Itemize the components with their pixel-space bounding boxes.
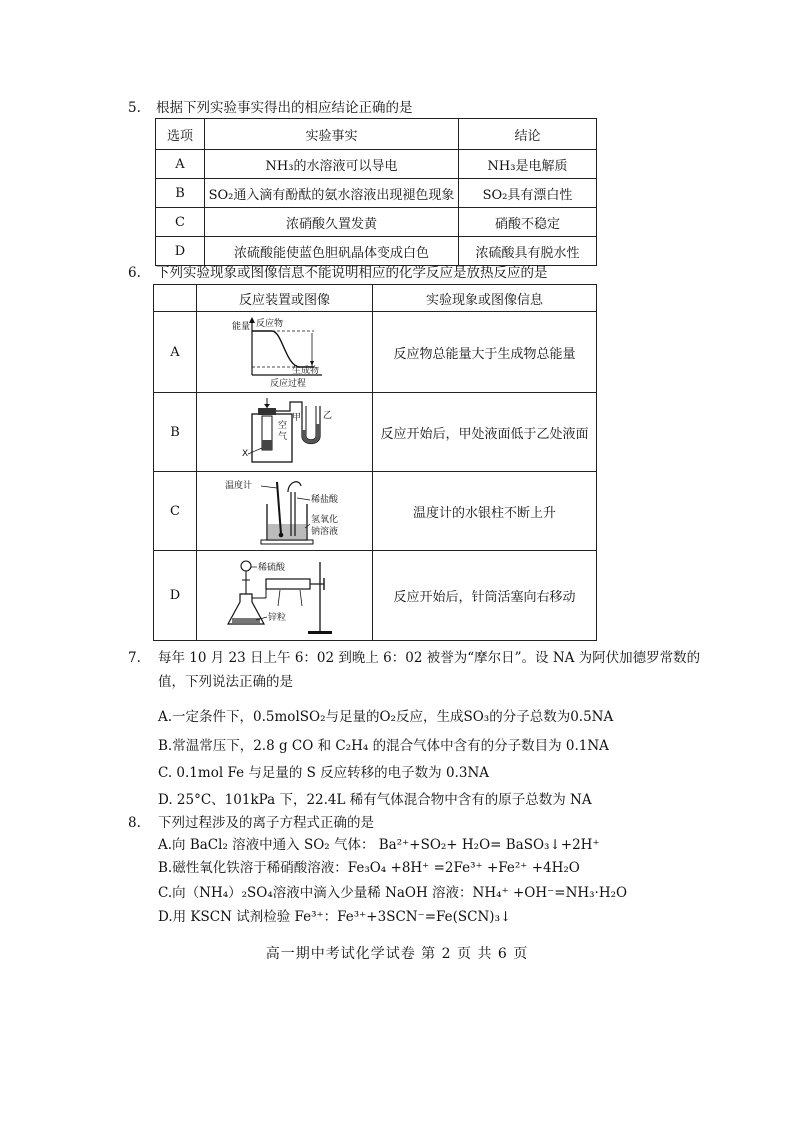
qi-label: 气: [277, 432, 287, 442]
q6-row-figure: [197, 472, 373, 551]
q6-row-figure: [197, 551, 373, 641]
q5-row-label: A: [156, 150, 205, 179]
table-row: [154, 312, 597, 393]
table-row: [156, 237, 597, 266]
q6-row-info: 反应开始后，针筒活塞向右移动: [373, 551, 597, 641]
q5-table: [155, 118, 597, 266]
yi-label: 乙: [322, 411, 332, 421]
q5-row-fact: SO₂通入滴有酚酞的氨水溶液出现褪色现象: [205, 179, 459, 208]
hcl-label: 稀盐酸: [310, 495, 338, 505]
q6-header-row: [154, 285, 597, 312]
q8-stem: 下列过程涉及的离子方程式正确的是: [158, 815, 374, 831]
q6-header-blank: [154, 285, 197, 312]
q5-header-option: 选项: [156, 119, 205, 150]
q6-row-info: 温度计的水银柱不断上升: [373, 472, 597, 551]
zinc-label: 锌粒: [267, 612, 286, 623]
table-row: [154, 393, 597, 472]
page-footer: 高一期中考试化学试卷 第 2 页 共 6 页: [265, 946, 529, 962]
beaker-thermometer: [225, 474, 345, 548]
q8-option-b: B.磁性氧化铁溶于稀硝酸溶液：Fe₃O₄ +8H⁺ =2Fe³⁺ +Fe²⁺ +4H₂O: [158, 860, 580, 876]
q7-option-a: A.一定条件下，0.5molSO₂与足量的O₂反应，生成SO₃的分子总数为0.5NA: [158, 709, 614, 725]
q6-row-figure: [197, 312, 373, 393]
q7-stem-line2: 值，下列说法正确的是: [158, 674, 293, 690]
q6-stem: 下列实验现象或图像信息不能说明相应的化学反应是放热反应的是: [156, 265, 548, 281]
q6-header-figure: 反应装置或图像: [197, 285, 373, 312]
q7-number: 7.: [128, 650, 141, 666]
q5-row-conclusion: SO₂具有漂白性: [459, 179, 597, 208]
naoh-label-1: 氢氧化: [310, 515, 338, 525]
thermometer-label: 温度计: [224, 481, 252, 491]
q6-table: [153, 284, 597, 641]
q7-option-b: B.常温常压下，2.8 g CO 和 C₂H₄ 的混合气体中含有的分子数目为 0.1NA: [158, 738, 609, 754]
x-label: X: [241, 449, 248, 459]
q5-header-conclusion: 结论: [459, 119, 597, 150]
acid-label: 稀硫酸: [257, 562, 285, 573]
table-row: [154, 551, 597, 641]
q7-stem-line1: 每年 10 月 23 日上午 6：02 到晚上 6：02 被誉为“摩尔日”。设 NA 为阿伏加德罗常数的: [158, 650, 701, 666]
q8-option-d: D.用 KSCN 试剂检验 Fe³⁺：Fe³⁺+3SCN⁻=Fe(SCN)₃↓: [158, 909, 512, 925]
q5-row-conclusion: 硝酸不稳定: [459, 208, 597, 237]
q5-row-label: C: [156, 208, 205, 237]
flask-syringe-apparatus: [220, 554, 350, 638]
q7-option-c: C. 0.1mol Fe 与足量的 S 反应转移的电子数为 0.3NA: [158, 765, 490, 781]
q6-row-label: C: [154, 472, 197, 551]
q5-stem: 根据下列实验事实得出的相应结论正确的是: [156, 100, 413, 116]
table-row: [156, 208, 597, 237]
q5-row-conclusion: 浓硫酸具有脱水性: [459, 237, 597, 266]
product-label: 生成物: [291, 366, 319, 376]
q5-number: 5.: [128, 100, 141, 116]
q6-row-label: B: [154, 393, 197, 472]
q5-row-label: D: [156, 237, 205, 266]
process-label: 反应过程: [269, 379, 306, 389]
q6-header-info: 实验现象或图像信息: [373, 285, 597, 312]
q6-number: 6.: [128, 265, 141, 281]
q5-row-label: B: [156, 179, 205, 208]
energy-diagram: [230, 315, 340, 389]
naoh-label-2: 钠溶液: [310, 527, 338, 537]
q5-row-conclusion: NH₃是电解质: [459, 150, 597, 179]
u-tube-apparatus: [230, 396, 340, 468]
jia-label: 甲: [291, 413, 301, 423]
energy-label: 能量: [231, 322, 250, 332]
q5-row-fact: 浓硫酸能使蓝色胆矾晶体变成白色: [205, 237, 459, 266]
q8-number: 8.: [128, 815, 141, 831]
q7-option-d: D. 25°C、101kPa 下，22.4L 稀有气体混合物中含有的原子总数为 NA: [158, 792, 592, 808]
q6-row-label: D: [154, 551, 197, 641]
q8-option-a: A.向 BaCl₂ 溶液中通入 SO₂ 气体： Ba²⁺+SO₂+ H₂O= BaSO₃↓+2H⁺: [158, 837, 600, 853]
kong-label: 空: [277, 421, 287, 431]
q5-header-row: [156, 119, 597, 150]
q8-option-c: C.向（NH₄）₂SO₄溶液中滴入少量稀 NaOH 溶液：NH₄⁺ +OH⁻=NH₃·H₂O: [158, 885, 628, 901]
table-row: [154, 472, 597, 551]
q6-row-figure: [197, 393, 373, 472]
q5-row-fact: 浓硝酸久置发黄: [205, 208, 459, 237]
reactant-label: 反应物: [255, 319, 283, 329]
q5-row-fact: NH₃的水溶液可以导电: [205, 150, 459, 179]
table-row: [156, 150, 597, 179]
q5-header-fact: 实验事实: [205, 119, 459, 150]
q6-row-info: 反应物总能量大于生成物总能量: [373, 312, 597, 393]
q6-row-info: 反应开始后，甲处液面低于乙处液面: [373, 393, 597, 472]
q6-row-label: A: [154, 312, 197, 393]
table-row: [156, 179, 597, 208]
